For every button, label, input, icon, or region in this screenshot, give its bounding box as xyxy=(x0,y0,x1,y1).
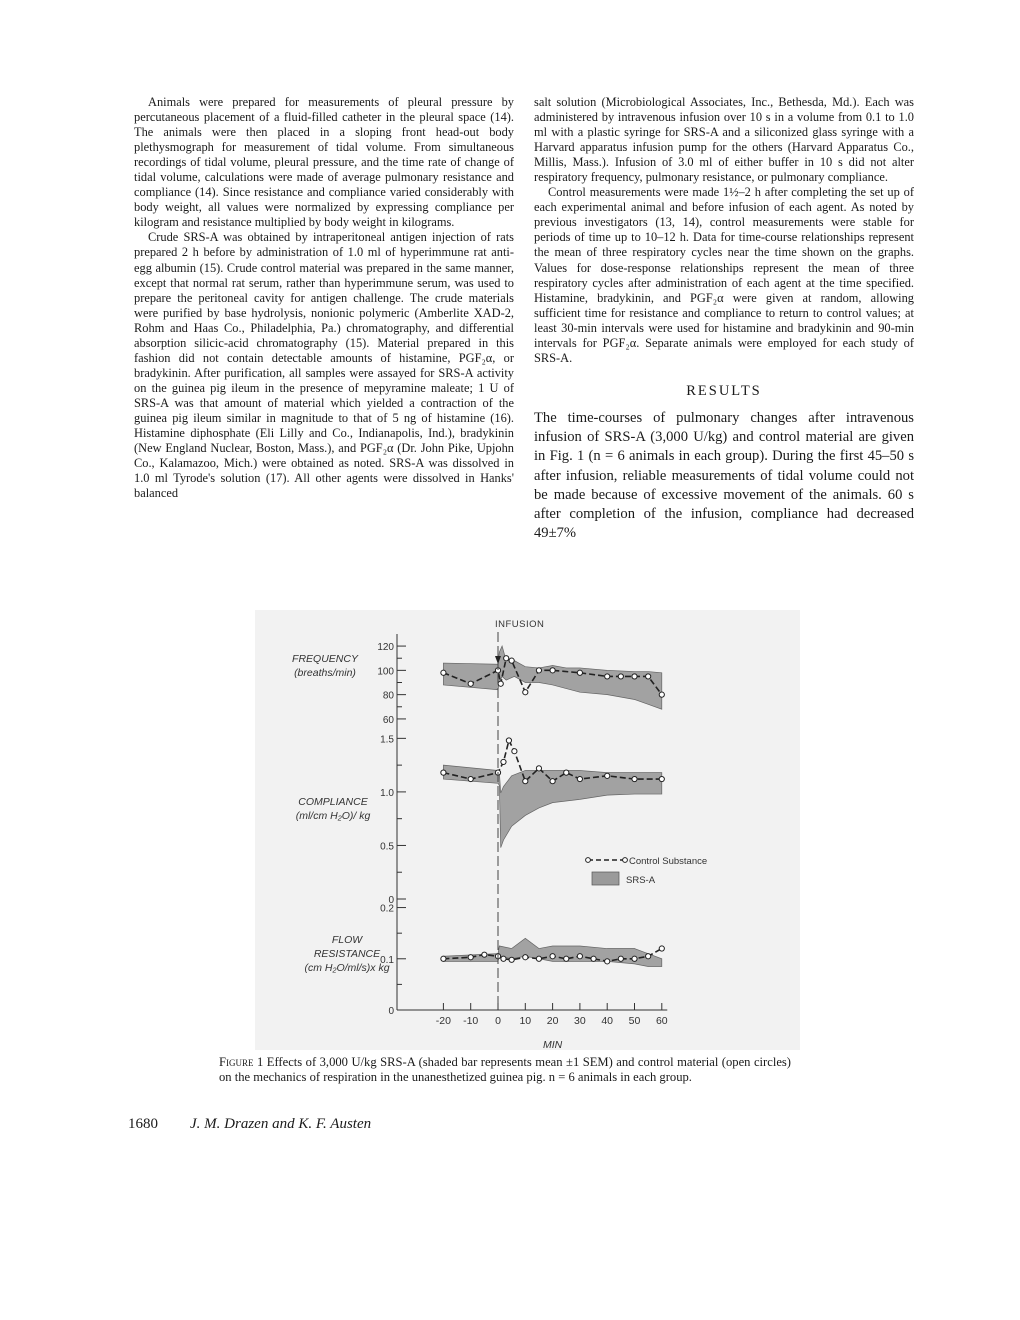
control-point-compliance xyxy=(659,776,664,781)
right-text-column xyxy=(534,95,914,543)
control-point-frequency xyxy=(498,681,503,686)
legend-control-label: Control Substance xyxy=(629,856,708,867)
y-tick-label-resistance: 0 xyxy=(388,1006,394,1017)
figure-1 xyxy=(255,610,800,1050)
x-tick-label: 0 xyxy=(495,1015,501,1027)
legend-srs-swatch xyxy=(592,872,619,885)
control-point-resistance xyxy=(523,955,528,960)
control-point-frequency xyxy=(632,674,637,679)
control-point-frequency xyxy=(577,670,582,675)
left-text-column xyxy=(134,95,514,501)
control-point-resistance xyxy=(482,952,487,957)
control-point-resistance xyxy=(632,956,637,961)
control-point-compliance xyxy=(564,770,569,775)
x-tick-label: 60 xyxy=(655,1015,668,1027)
control-point-resistance xyxy=(577,954,582,959)
control-point-resistance xyxy=(659,946,664,951)
control-point-frequency xyxy=(468,681,473,686)
control-point-frequency xyxy=(659,692,664,697)
control-point-frequency xyxy=(605,674,610,679)
y-tick-label-compliance: 0.5 xyxy=(380,841,394,853)
y-tick-label-frequency: 80 xyxy=(382,690,394,702)
control-point-resistance xyxy=(468,955,473,960)
results-lead xyxy=(534,409,914,543)
x-tick-label: -20 xyxy=(435,1015,451,1027)
control-point-resistance xyxy=(501,956,506,961)
control-point-compliance xyxy=(536,766,541,771)
panel-label-frequency: (breaths/min) xyxy=(294,667,356,679)
control-point-compliance xyxy=(468,776,473,781)
results-heading: RESULTS xyxy=(686,382,762,399)
x-tick-label: 30 xyxy=(574,1015,586,1027)
y-tick-label-resistance: 0.1 xyxy=(380,954,394,966)
y-tick-label-frequency: 120 xyxy=(377,642,394,654)
control-point-resistance xyxy=(591,956,596,961)
srs-band-resistance xyxy=(443,938,661,966)
control-point-resistance xyxy=(605,959,610,964)
panel-label-compliance: (ml/cm H₂O)/ kg xyxy=(295,810,371,822)
y-tick-label-compliance: 0 xyxy=(388,895,394,906)
y-tick-label-compliance: 1.0 xyxy=(380,787,394,799)
y-tick-label-resistance: 0.2 xyxy=(380,903,394,915)
paragraph-methods-srs: Crude SRS-A was obtained by intraperitoneal antigen injection of rats prepared 2 h before by administration of 1.0 ml of hyperimmune rat anti-egg albumin (15). Crude control material was prepared in the same manner, except that normal rat serum, rather than hyperimmune serum, was used to prepare the peritoneal cavity for antigen challenge. The crude materials were purified by base hydrolysis, nonionic polymeric (Amberlite XAD-2, Rohm and Haas Co., Philadelphia, Pa.) chromatography, and differential absorption silicic-acid chromatography (15). Material prepared in this fashion did not contain detectable amounts of histamine, PGF₂α, or bradykinin. After purification, all samples were assayed for SRS-A activity on the guinea pig ileum in the presence of mepyramine maleate; 1 U of SRS-A was that amount of material which yielded a contraction of the guinea pig ileum similar in magnitude to that of 5 ng of histamine (16). Histamine diphosphate (Eli Lilly and Co., Indianapolis, Ind.), bradykinin (New England Nuclear, Boston, Mass.), and PGF₂α (Dr. John Pike, Upjohn Co., Kalamazoo, Mich.) were obtained as noted. SRS-A was dissolved in 1.0 ml Tyrode's solution (17). All other agents were dissolved in Hanks' balanced xyxy=(134,230,514,501)
control-point-resistance xyxy=(550,954,555,959)
running-head: J. M. Drazen and K. F. Austen xyxy=(190,1116,372,1132)
y-tick-label-frequency: 100 xyxy=(377,666,394,678)
paragraph-methods-controls: Control measurements were made 1½–2 h after completing the set up of each experimental animal and before infusion of each agent. As noted by previous investigators (13, 14), control measurements were stable for periods of time up to 10–12 h. Data for time-course relationships represent the mean of three respiratory cycles near the time shown on the graphs. Values for dose-response relationships represent the mean of three respiratory cycles after administration of each agent at the time specified. Histamine, bradykinin, and PGF₂α were given at random, allowing sufficient time for resistance and compliance to return to control values; at least 30-min intervals were used for histamine and bradykinin and 90-min intervals for PGF₂α. Separate animals were employed for each study of SRS-A. xyxy=(534,185,914,365)
paragraph-methods-measurements: Animals were prepared for measurements of pleural pressure by percutaneous placement of a fluid-filled catheter in the pleural space (14). The animals were then placed in a sloping front head-out body plethysmograph for measurement of tidal volume. From simultaneous recordings of tidal volume, pleural pressure, and the time rate of change of tidal volume, calculations were made of average pulmonary resistance and compliance (14). Since resistance and compliance varied considerably with body weight, all values were normalized by expressing compliance per kilogram and resistance multiplied by body weight in kilograms. xyxy=(134,95,514,230)
caption-text: Effects of 3,000 U/kg SRS-A (shaded bar represents mean ±1 SEM) and control material (open circles) on the mechanics of respiration in the unanesthetized guinea pig. n = 6 animals in each group. xyxy=(219,1055,791,1084)
control-point-compliance xyxy=(512,749,517,754)
x-tick-label: 20 xyxy=(546,1015,559,1027)
control-point-resistance xyxy=(509,957,514,962)
infusion-label: INFUSION xyxy=(495,619,545,630)
control-point-frequency xyxy=(509,658,514,663)
control-point-compliance xyxy=(577,776,582,781)
control-point-compliance xyxy=(632,776,637,781)
legend-control-marker-icon xyxy=(623,858,628,863)
control-point-resistance xyxy=(618,956,623,961)
legend-control-marker-icon xyxy=(586,858,591,863)
control-point-compliance xyxy=(605,773,610,778)
page-number: 1680 xyxy=(128,1116,158,1132)
x-tick-label: -10 xyxy=(463,1015,479,1027)
x-axis-label: MIN xyxy=(542,1039,563,1050)
paragraph-methods-infusion: salt solution (Microbiological Associates, Inc., Bethesda, Md.). Each was administered by intravenous infusion over 10 s in a volume from 0.1 to 1.0 ml with a plastic syringe for SRS-A and a siliconized glass syringe with a Harvard apparatus infusion pump for the others (Harvard Apparatus Co., Millis, Mass.). Infusion of 3.0 ml of either buffer in 10 s did not alter respiratory frequency, pulmonary resistance, or pulmonary compliance. xyxy=(534,95,914,185)
caption-label: Figure 1 xyxy=(219,1055,264,1069)
control-point-resistance xyxy=(536,956,541,961)
control-point-compliance xyxy=(506,738,511,743)
control-point-frequency xyxy=(441,670,446,675)
figure-caption xyxy=(219,1055,791,1084)
panel-label-resistance: RESISTANCE xyxy=(313,948,381,960)
control-point-compliance xyxy=(523,779,528,784)
y-tick-label-compliance: 1.5 xyxy=(380,734,394,746)
panel-label-frequency: FREQUENCY xyxy=(292,653,358,665)
x-tick-label: 10 xyxy=(519,1015,532,1027)
y-tick-label-frequency: 60 xyxy=(382,714,394,726)
time-course-chart xyxy=(255,610,800,1050)
srs-band-compliance xyxy=(443,765,661,847)
control-point-resistance xyxy=(564,956,569,961)
control-point-compliance xyxy=(501,759,506,764)
srs-band-frequency xyxy=(443,646,661,709)
panel-label-resistance: FLOW xyxy=(331,934,363,946)
control-point-frequency xyxy=(550,668,555,673)
control-point-frequency xyxy=(646,674,651,679)
control-point-frequency xyxy=(618,674,623,679)
panel-label-resistance: (cm H₂O/ml/s)x kg xyxy=(304,962,390,974)
panel-label-compliance: COMPLIANCE xyxy=(298,796,368,808)
control-point-resistance xyxy=(646,954,651,959)
x-tick-label: 50 xyxy=(628,1015,641,1027)
control-point-compliance xyxy=(550,779,555,784)
paragraph-results: The time-courses of pulmonary changes after intravenous infusion of SRS-A (3,000 U/kg) and control material are given in Fig. 1 (n = 6 animals in each group). During the first 45–50 s after infusion, reliable measurements of tidal volume could not be made because of excessive movement of the animals. 60 s after completion of the infusion, compliance had decreased 49±7% xyxy=(534,409,914,542)
control-point-compliance xyxy=(441,770,446,775)
legend-srs-label: SRS-A xyxy=(626,875,656,886)
control-point-frequency xyxy=(523,690,528,695)
control-point-frequency xyxy=(536,668,541,673)
control-point-resistance xyxy=(441,956,446,961)
control-point-frequency xyxy=(504,656,509,661)
x-tick-label: 40 xyxy=(601,1015,614,1027)
